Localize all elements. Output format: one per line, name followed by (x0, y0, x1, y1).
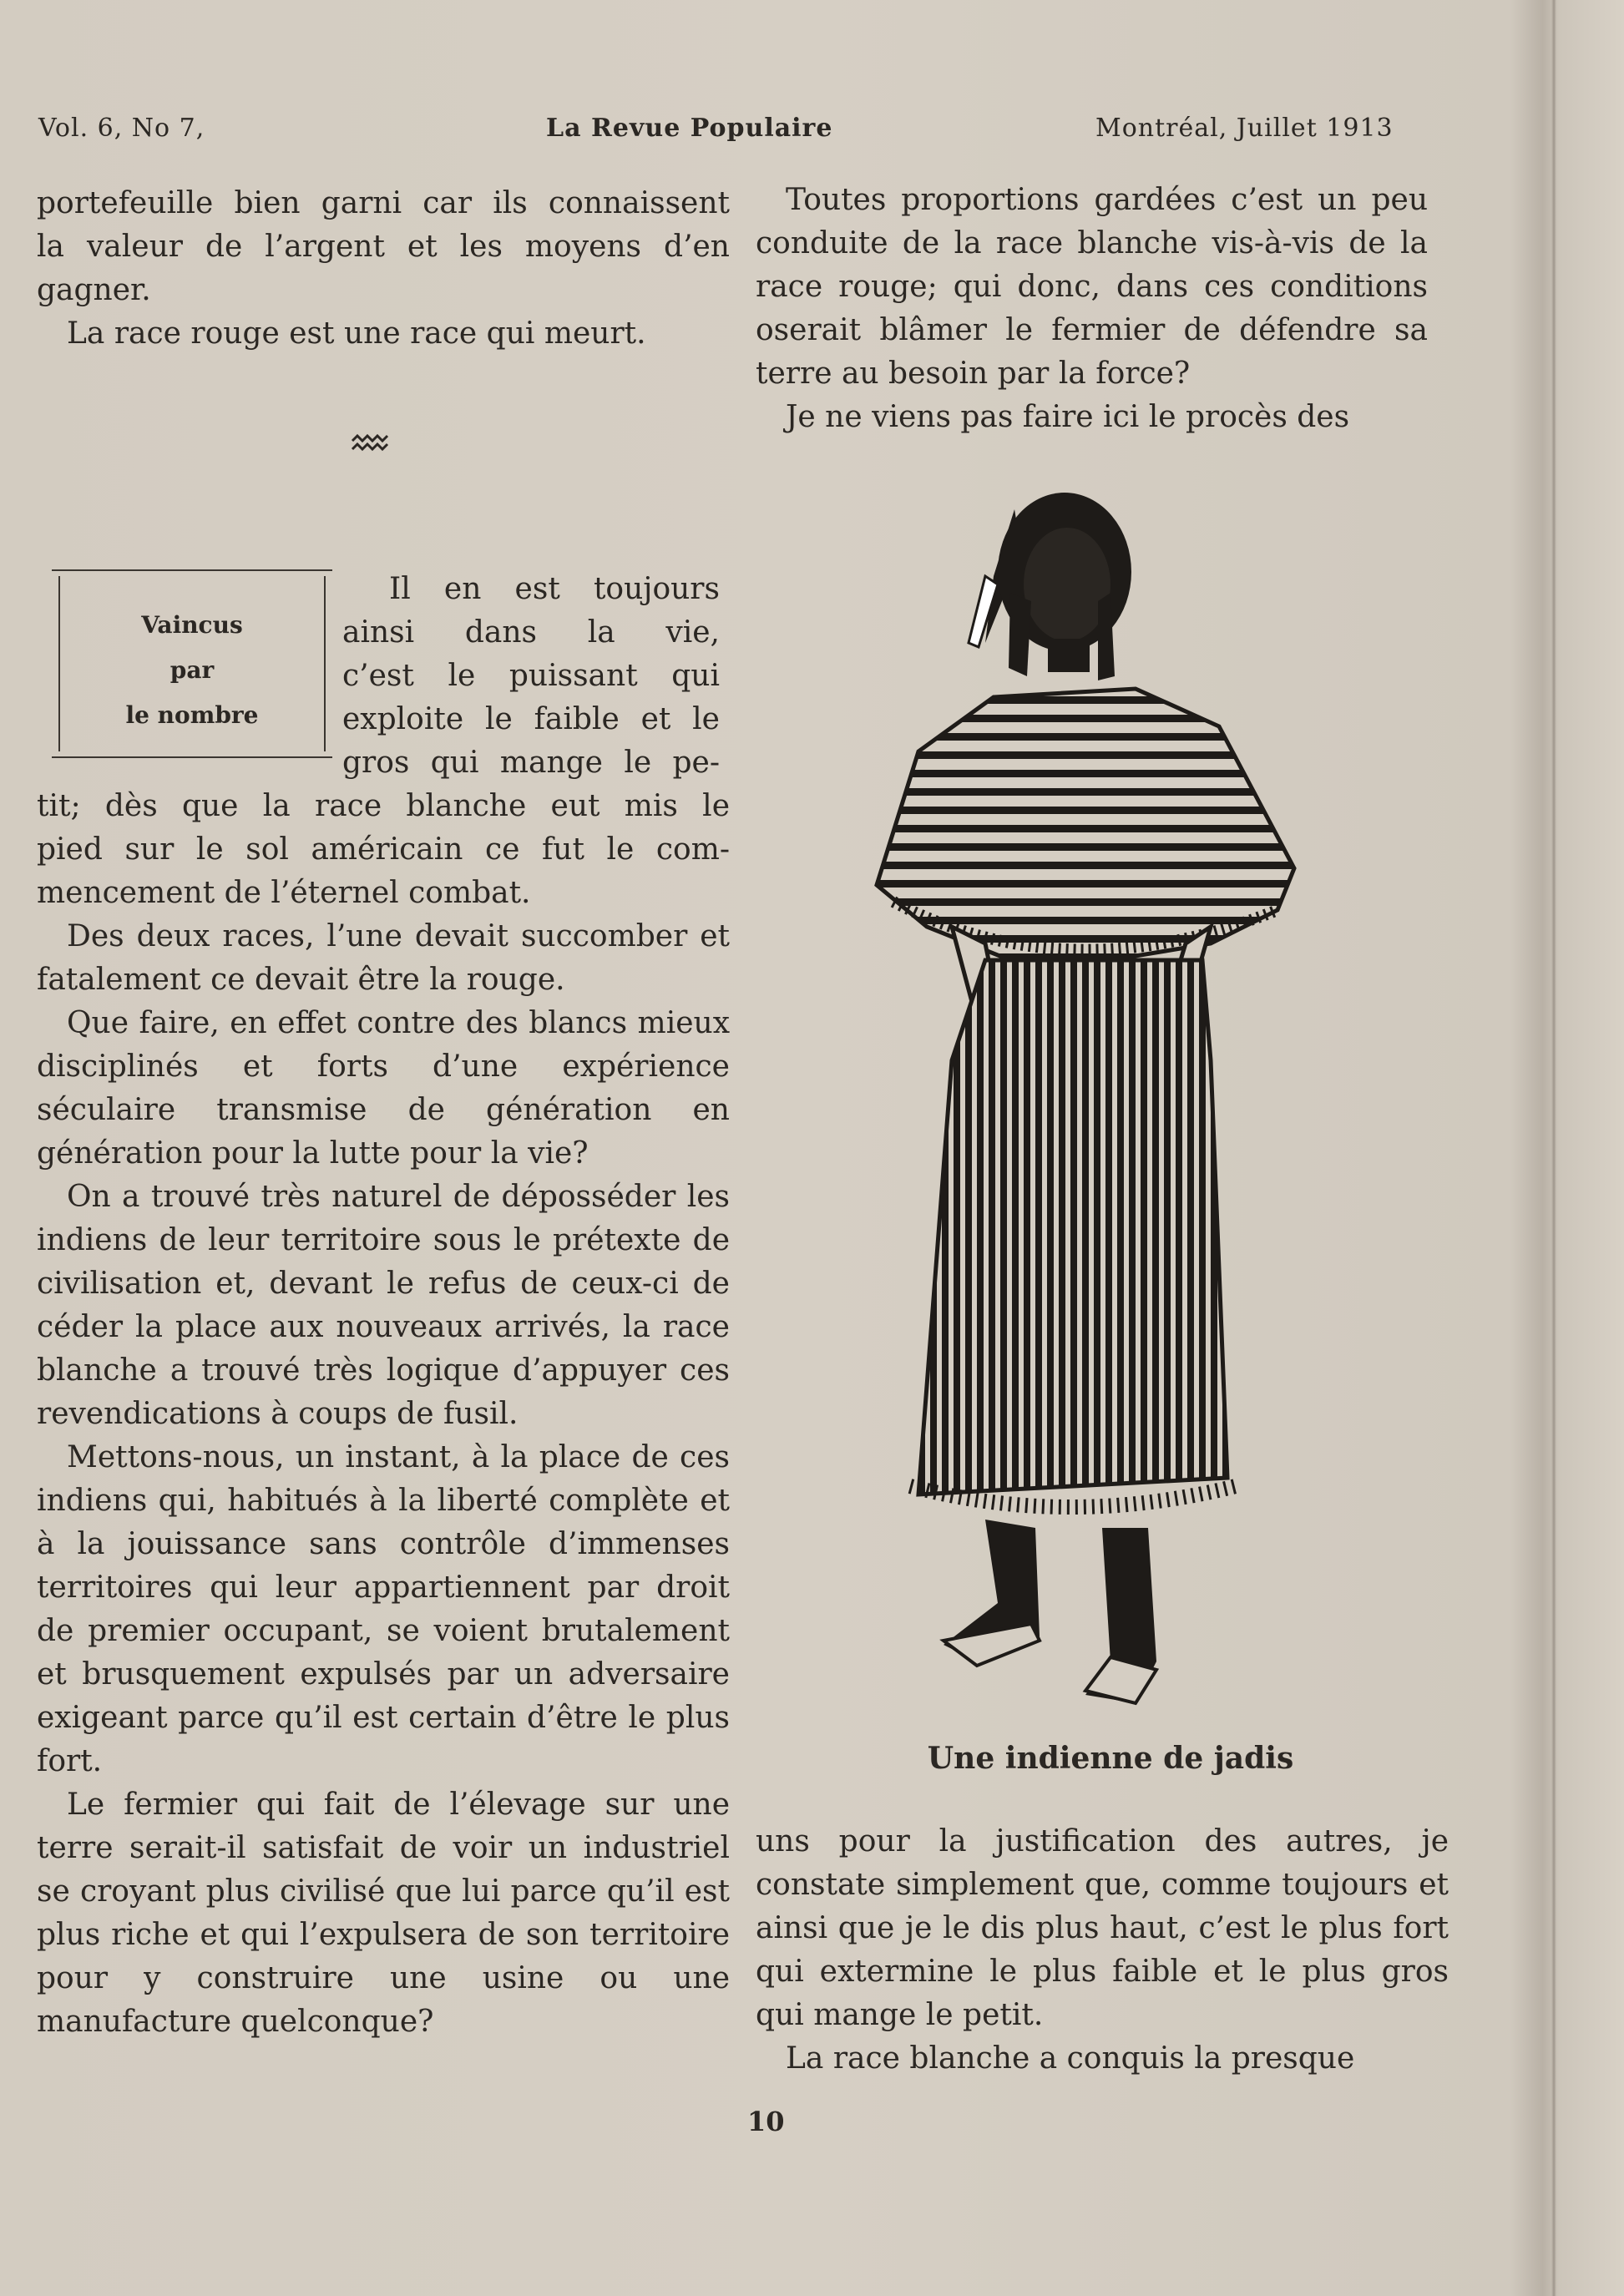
indian-woman-illustration-icon (860, 476, 1353, 1728)
paragraph: Le fermier qui fait de l’élevage sur une terre serait-il satisfait de voir un industriel se croyant plus civilisé que lui parce qu’il est plus riche et qui l’expulsera de son territoire pour y construire une usine ou une manufacture quelconque? (37, 1788, 730, 2039)
right-column-top (756, 179, 1428, 439)
text-line: la valeur de l’argent et les moyens d’en (37, 230, 730, 264)
page-number: 10 (747, 2106, 785, 2137)
text-line: mencement de l’éternel combat. (37, 876, 531, 910)
text-line: gros qui mange le pe- (342, 746, 720, 780)
section-heading-line: par (169, 656, 215, 684)
section-heading-box (58, 576, 326, 751)
text-line: portefeuille bien garni car ils connaissent (37, 186, 730, 220)
text-line: c’est le puissant qui (342, 659, 720, 693)
paragraph: Que faire, en effet contre des blancs mieux disciplinés et forts d’une expérience séculaire transmise de génération en génération pour la lutte pour la vie? (37, 1006, 730, 1171)
left-column-main (37, 785, 730, 2044)
paragraph: On a trouvé très naturel de déposséder les indiens de leur territoire sous le prétexte de civilisation et, devant le refus de ceux-ci de céder la place aux nouveaux arrivés, la race blanche a trouvé très logique d’appuyer ces revendications à coups de fusil. (37, 1180, 730, 1431)
ornament-icon (351, 434, 391, 454)
magazine-title: La Revue Populaire (546, 114, 833, 143)
place-date: Montréal, Juillet 1913 (1095, 114, 1394, 143)
volume-number: Vol. 6, No 7, (38, 114, 205, 143)
section-heading-line: le nombre (125, 701, 259, 729)
paragraph: La race blanche a conquis la presque (786, 2041, 1355, 2076)
section-heading-line: Vaincus (141, 611, 243, 639)
figure-caption: Une indienne de jadis (927, 1741, 1294, 1776)
text-line: Il en est toujours (389, 572, 720, 606)
text-line: pied sur le sol américain ce fut le com- (37, 832, 730, 867)
paragraph: Toutes proportions gardées c’est un peu conduite de la race blanche vis-à-vis de la race rouge; qui donc, dans ces conditions oserait blâmer le fermier de défendre sa terre au besoin par la force? (756, 183, 1428, 391)
divider (52, 756, 332, 758)
page-gutter (1551, 0, 1556, 2296)
divider (52, 569, 332, 571)
text-line: gagner. (37, 273, 151, 307)
text-line: tit; dès que la race blanche eut mis le (37, 789, 730, 823)
paragraph: Je ne viens pas faire ici le procès des (786, 400, 1350, 434)
left-column-top (37, 182, 730, 356)
right-column-bottom (756, 1820, 1449, 2081)
paragraph: La race rouge est une race qui meurt. (67, 316, 646, 351)
paragraph: Des deux races, l’une devait succomber et fatalement ce devait être la rouge. (37, 919, 730, 997)
text-line: ainsi dans la vie, (342, 615, 720, 650)
paragraph: uns pour la justification des autres, je constate simplement que, comme toujours et ainsi que je le dis plus haut, c’est le plus fort qui extermine le plus faible et le plus gros qui mange le petit. (756, 1824, 1449, 2032)
wrapped-text (342, 568, 720, 785)
paragraph: Mettons-nous, un instant, à la place de ces indiens qui, habitués à la liberté complète et à la jouissance sans contrôle d’immenses territoires qui leur appartiennent par droit de premier occupant, se voient brutalement et brusquement expulsés par un adversaire exigeant parce qu’il est certain d’être le plus fort. (37, 1440, 730, 1778)
text-line: exploite le faible et le (342, 702, 720, 736)
